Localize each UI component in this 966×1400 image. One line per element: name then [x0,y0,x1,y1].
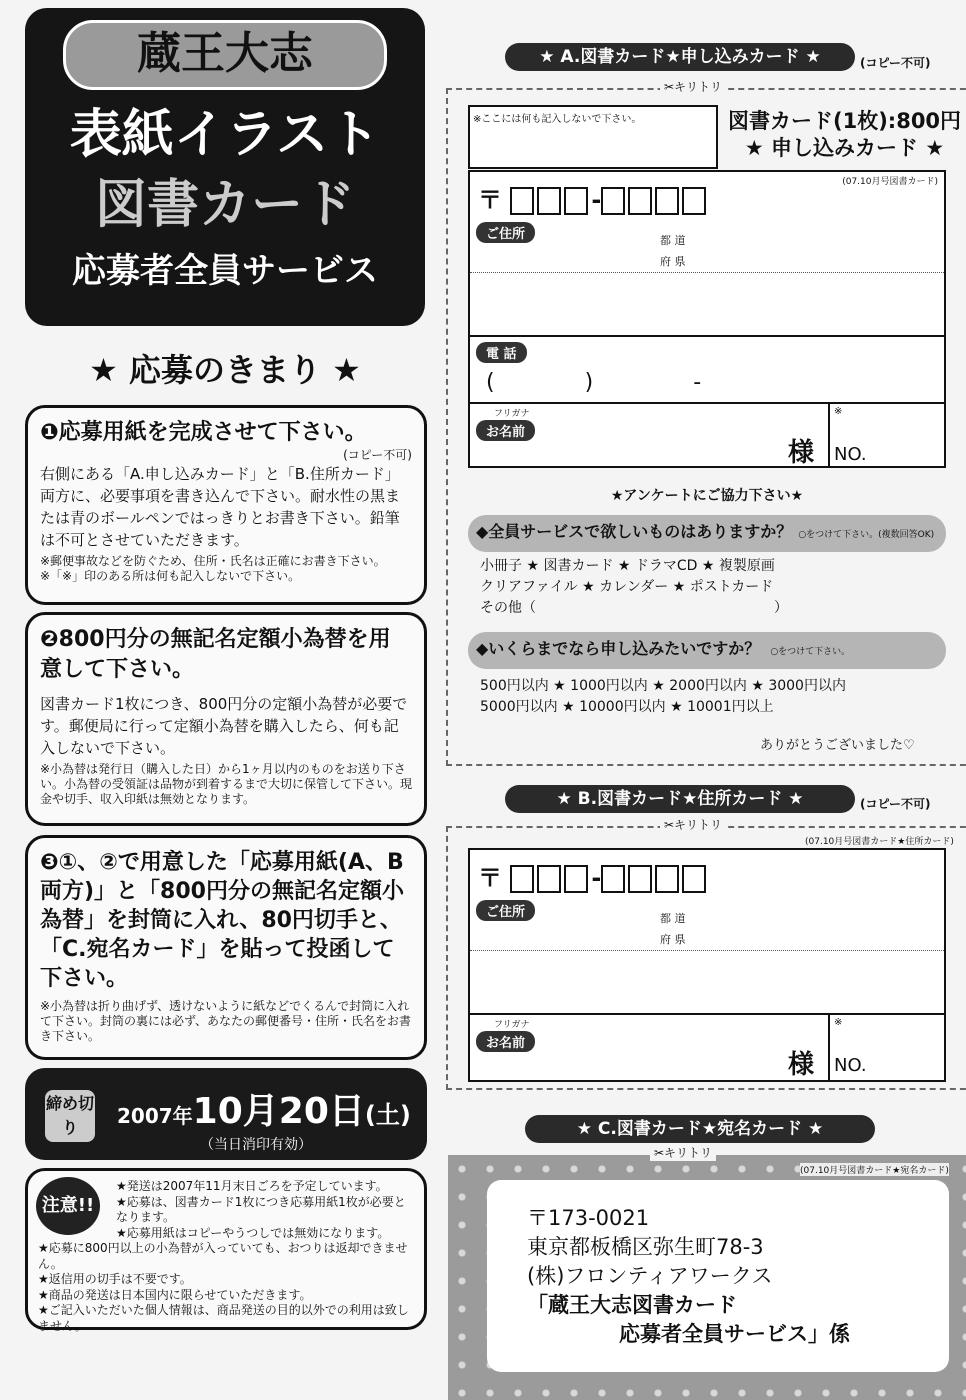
name-field[interactable] [470,1015,826,1081]
step2-body: 図書カード1枚につき、800円分の定額小為替が必要です。郵便局に行って定額小為替を購入したら、何も記入しないで下さい。 [40,695,408,757]
issue-label: (07.10月号図書カード) [842,177,938,187]
step2-heading: ❷800円分の無記名定額小為替を用意して下さい。 [40,627,391,682]
step1-small: ※郵便事故などを防ぐため、住所・氏名は正確にお書き下さい。 ※「※」印のある所は何も記入しないで下さい。 [40,554,386,583]
notice-label: 注意!! [36,1177,100,1235]
prefecture-label: 都 道 [660,912,686,925]
asterisk-mark: ※ [834,406,843,417]
phone-field[interactable]: ( ) - [486,370,702,395]
author-name: 蔵王大志 [63,20,387,90]
survey-q1-option[interactable]: クリアファイル ★ カレンダー ★ ポストカード [480,579,774,595]
card-b-header: ★ B.図書カード★住所カード ★ [505,785,855,813]
card-c-header: ★ C.図書カード★宛名カード ★ [525,1115,875,1143]
notice-item: ★応募は、図書カード1枚につき応募用紙1枚が必要となります。 [116,1194,406,1224]
cut-mark: ✂キリトリ [650,1146,716,1161]
recipient-address: 東京都板橋区弥生町78-3 [527,1235,764,1259]
notice-item: ★発送は2007年11月末日ごろを予定しています。 [116,1179,388,1193]
deadline-box [25,1068,427,1160]
address-field[interactable] [470,272,944,334]
title-line1: 表紙イラスト [69,105,381,165]
step2-box [25,612,427,826]
step1-box [25,405,427,605]
recipient-dept: 応募者全員サービス」係 [619,1322,850,1346]
address-label-card [487,1180,949,1372]
asterisk-mark: ※ [834,1017,843,1028]
address-label: ご住所 [476,900,535,921]
step1-note: (コピー不可) [343,448,412,462]
sama-label: 様 [788,1050,815,1080]
rules-heading: ★ 応募のきまり ★ [89,351,361,389]
card-a-header: ★ A.図書カード★申し込みカード ★ [505,43,855,71]
notice-item: ★応募に800円以上の小為替が入っていても、おつりは返却できません。 [38,1241,408,1271]
step1-heading: ❶応募用紙を完成させて下さい。 [40,420,367,445]
survey-q2-option[interactable]: 5000円以内 ★ 10000円以内 ★ 10001円以上 [480,699,774,715]
postal-code-field[interactable]: 〒 - [478,858,709,893]
step3-small: ※小為替は折り曲げず、透けないように紙などでくるんで封筒に入れて下さい。封筒の裏には必ず、あなたの郵便番号・住所・氏名をお書き下さい。 [40,999,412,1043]
prefecture-label: 府 県 [660,255,686,268]
step3-box [25,835,427,1060]
card-a-nocopy: (コピー不可) [860,56,931,70]
phone-label: 電 話 [476,342,527,363]
office-use-box: ※ここには何も記入しないで下さい。 [468,105,718,169]
address-field[interactable] [470,950,944,1012]
card-b-form [468,848,946,1082]
title-panel [25,8,425,326]
recipient-company: (株)フロンティアワークス [527,1264,773,1288]
notice-item: ★返信用の切手は不要です。 [38,1272,192,1286]
prefecture-label: 府 県 [660,933,686,946]
postal-code-field[interactable]: 〒 - [478,180,709,215]
card-b-nocopy: (コピー不可) [860,797,931,811]
title-line2: 図書カード [94,175,355,235]
furigana-label: フリガナ [494,1020,530,1030]
deadline-date: 2007年10月20日(土) [117,1091,411,1132]
issue-label: (07.10月号図書カード★住所カード) [805,837,954,847]
step2-small: ※小為替は発行日（購入した日）から1ヶ月以内のものをお送り下さい。小為替の受領証は品物が到着するまで大切に保管して下さい。現金や切手、収入印紙は無効となります。 [40,762,413,806]
furigana-label: フリガナ [494,409,530,419]
step1-body: 右側にある「A.申し込みカード」と「B.住所カード」両方に、必要事項を書き込んで下さい。耐水性の黒または青のボールペンではっきりとお書き下さい。鉛筆は不可とさせていただきます。 [40,465,401,549]
address-label: ご住所 [476,222,535,243]
notice-item: ★応募用紙はコピーやうつしでは無効になります。 [116,1225,390,1240]
survey-q1: ◆全員サービスで欲しいものはありますか？ ○をつけて下さい。(複数回答OK) [468,515,946,552]
name-field[interactable] [470,402,826,468]
card-a-form [468,170,946,468]
survey-heading: ★アンケートにご協力下さい★ [610,488,804,504]
notice-item: ★ご記入いただいた個人情報は、商品発送の目的以外での利用は致しません。 [38,1303,409,1333]
name-label: お名前 [476,1031,535,1052]
deadline-label: 締め切り [45,1090,95,1142]
recipient-dept: 「蔵王大志図書カード [527,1293,737,1317]
no-label: NO. [834,1055,867,1076]
notice-box [25,1168,427,1333]
prefecture-label: 都 道 [660,234,686,247]
survey-q1-option[interactable]: その他（ ） [480,600,788,616]
deadline-note: （当日消印有効） [200,1137,312,1153]
sama-label: 様 [788,438,815,468]
cut-mark: ✂キリトリ [660,818,726,833]
thanks-text: ありがとうございました♡ [760,738,915,753]
survey-q2: ◆いくらまでなら申し込みたいですか？ ○をつけて下さい。 [468,632,946,669]
price-info: 図書カード(1枚):800円 ★ 申し込みカード ★ [728,109,962,160]
step3-heading: ❸①、②で用意した「応募用紙(A、B両方)」と「800円分の無記名定額小為替」を封筒に入れ、80円切手と、「C.宛名カード」を貼って投函して下さい。 [40,850,404,991]
name-label: お名前 [476,420,535,441]
notice-item: ★商品の発送は日本国内に限らせていただきます。 [38,1287,312,1302]
title-line3: 応募者全員サービス [72,251,378,291]
cut-mark: ✂キリトリ [660,80,726,95]
survey-q1-option[interactable]: 小冊子 ★ 図書カード ★ ドラマCD ★ 複製原画 [480,558,775,574]
issue-label: (07.10月号図書カード★宛名カード) [800,1163,949,1176]
survey-q2-option[interactable]: 500円以内 ★ 1000円以内 ★ 2000円以内 ★ 3000円以内 [480,678,846,694]
no-label: NO. [834,444,867,465]
recipient-zip: 〒173-0021 [527,1206,650,1230]
